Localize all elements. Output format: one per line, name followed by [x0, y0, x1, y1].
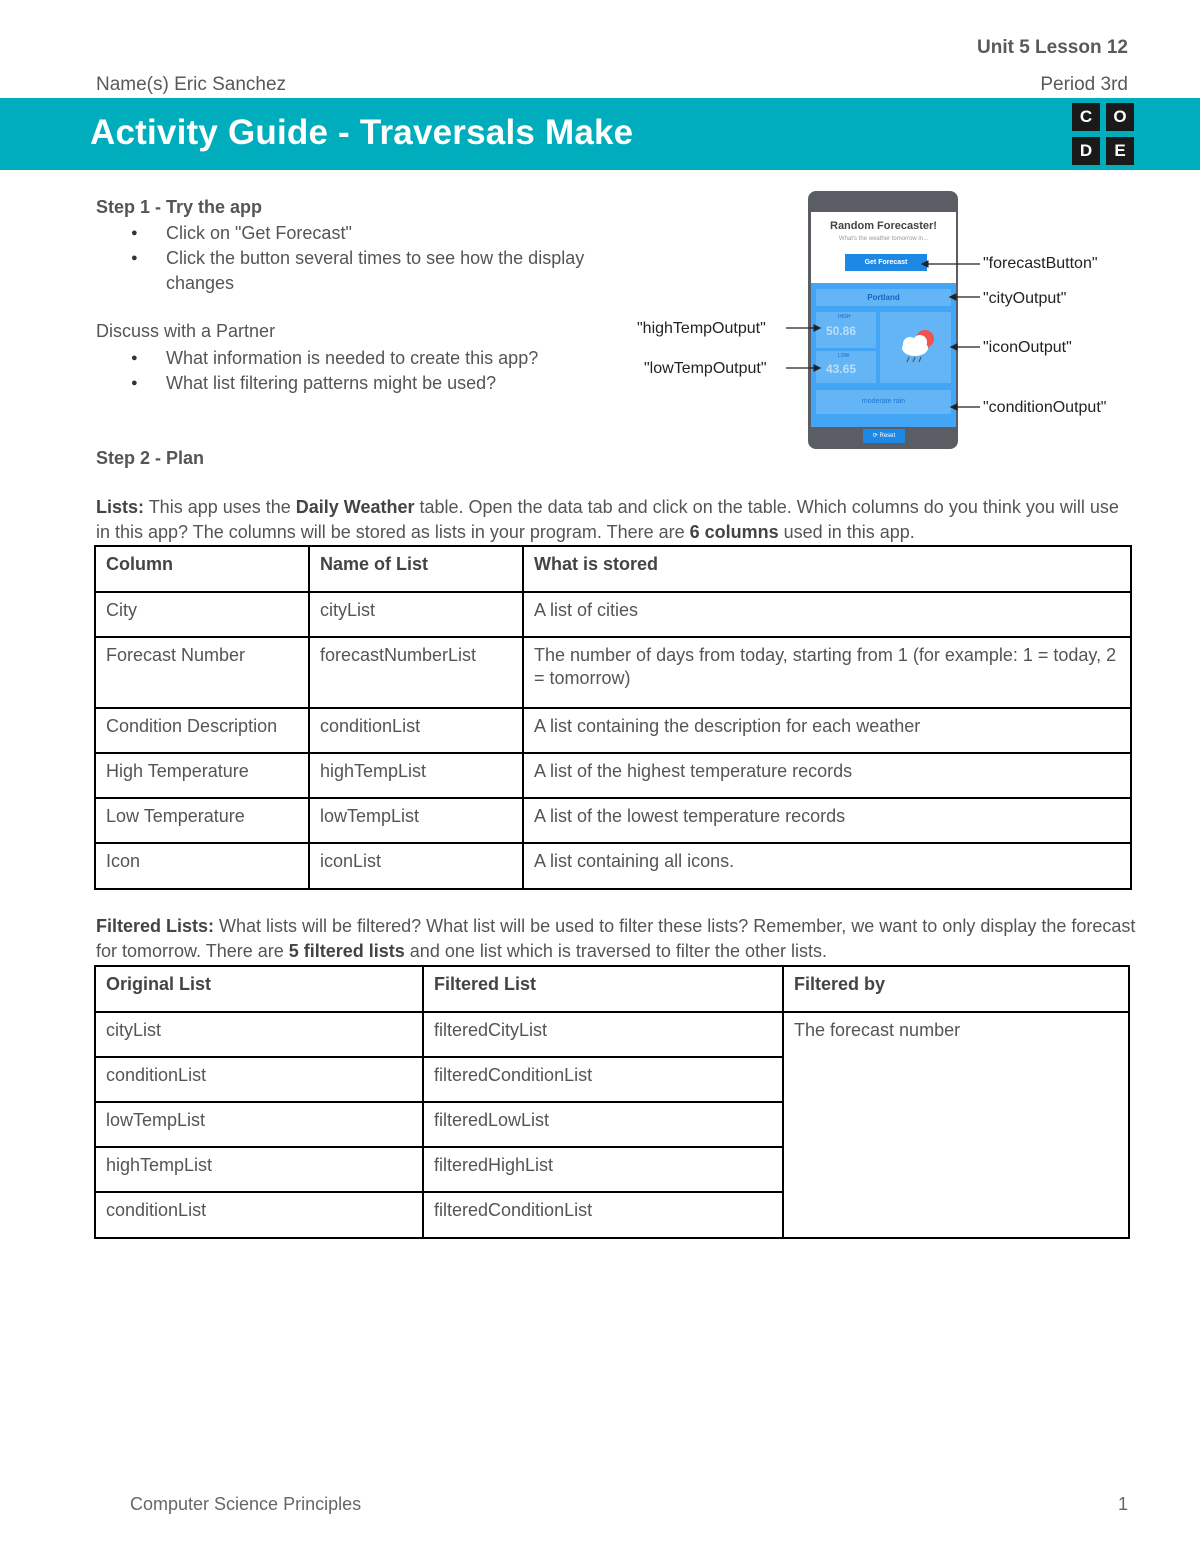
table-cell: forecastNumberList — [309, 637, 523, 708]
table-cell: Icon — [95, 843, 309, 889]
table-cell: filteredHighList — [423, 1147, 783, 1192]
callout-condition-output: "conditionOutput" — [983, 399, 1107, 416]
intro-bold: 6 columns — [689, 522, 779, 542]
step1-heading: Step 1 - Try the app — [96, 197, 263, 217]
list-item: ● Click the button several times to see how the display changes — [96, 246, 596, 296]
table-cell: conditionList — [309, 708, 523, 753]
table-cell: A list containing the description for each weather — [523, 708, 1131, 753]
filtered-table — [94, 965, 1130, 1239]
condition-output: moderate rain — [816, 390, 951, 414]
lists-label: Lists: — [96, 497, 145, 517]
table-row — [95, 1012, 1129, 1057]
table-cell: A list containing all icons. — [523, 843, 1131, 889]
table-cell: lowTempList — [309, 798, 523, 843]
low-label: LOW — [838, 353, 850, 359]
code-logo — [1072, 103, 1134, 165]
high-label: HIGH — [838, 314, 851, 320]
intro-text: What lists will be filtered? What list will be used to filter these lists? Remember, we want to only display the forecast for tomorrow. There are — [96, 916, 1136, 961]
callout-city-output: "cityOutput" — [983, 290, 1067, 307]
get-forecast-button[interactable]: Get Forecast — [845, 254, 927, 271]
table-cell: Forecast Number — [95, 637, 309, 708]
header-cell: What is stored — [523, 546, 1131, 592]
discuss-bullets — [96, 346, 616, 396]
table-header-row — [95, 966, 1129, 1012]
table-row — [95, 798, 1131, 843]
table-cell: highTempList — [309, 753, 523, 798]
table-row — [95, 843, 1131, 889]
discuss-heading: Discuss with a Partner — [96, 321, 276, 341]
table-cell: iconList — [309, 843, 523, 889]
page-title: Activity Guide - Traversals Make — [90, 113, 634, 152]
logo-letter: E — [1106, 137, 1134, 165]
table-cell: filteredConditionList — [423, 1192, 783, 1238]
logo-letter: O — [1106, 103, 1134, 131]
intro-bold: Daily Weather — [295, 497, 415, 517]
header-cell: Original List — [95, 966, 423, 1012]
step2-heading: Step 2 - Plan — [96, 448, 205, 468]
table-row — [95, 708, 1131, 753]
logo-letter: C — [1072, 103, 1100, 131]
table-row — [95, 592, 1131, 637]
table-cell: A list of the highest temperature records — [523, 753, 1131, 798]
table-cell: cityList — [309, 592, 523, 637]
table-header-row — [95, 546, 1131, 592]
high-temp-output: 50.86 — [826, 324, 857, 338]
table-cell: City — [95, 592, 309, 637]
low-temp-output: 43.65 — [826, 362, 857, 376]
page-number: 1 — [1117, 1494, 1128, 1514]
reset-button[interactable] — [863, 429, 905, 443]
step1-bullets — [96, 221, 596, 296]
header-cell: Name of List — [309, 546, 523, 592]
intro-text: used in this app. — [778, 522, 915, 542]
header-cell: Filtered by — [783, 966, 1129, 1012]
lists-table — [94, 545, 1132, 890]
filtered-label: Filtered Lists: — [96, 916, 215, 936]
callout-icon-output: "iconOutput" — [983, 339, 1072, 356]
table-cell: lowTempList — [95, 1102, 423, 1147]
intro-bold: 5 filtered lists — [288, 941, 405, 961]
table-cell: filteredConditionList — [423, 1057, 783, 1102]
app-subtitle: What's the weather tomorrow in... — [838, 236, 929, 242]
logo-letter: D — [1072, 137, 1100, 165]
reset-icon: ⟳ — [872, 433, 880, 439]
table-cell: conditionList — [95, 1192, 423, 1238]
list-item: ● What list filtering patterns might be used? — [96, 371, 616, 396]
table-cell: A list of cities — [523, 592, 1131, 637]
table-cell: conditionList — [95, 1057, 423, 1102]
list-item: ● What information is needed to create this app? — [96, 346, 616, 371]
list-item: ● Click on "Get Forecast" — [96, 221, 596, 246]
callout-low-temp-output: "lowTempOutput" — [644, 360, 767, 377]
city-output: Portland — [816, 289, 951, 306]
table-cell: Condition Description — [95, 708, 309, 753]
filtered-intro — [96, 914, 1136, 964]
callout-high-temp-output: "highTempOutput" — [637, 320, 766, 337]
intro-text: table. Open the data tab and click on the table. Which columns do you think you will use in this app? The columns will be stored as lists in your program. There are — [96, 497, 1119, 542]
table-cell: Low Temperature — [95, 798, 309, 843]
unit-lesson: Unit 5 Lesson 12 — [977, 37, 1128, 58]
table-row — [95, 753, 1131, 798]
period: Period 3rd — [1040, 74, 1128, 95]
table-cell: cityList — [95, 1012, 423, 1057]
table-row — [95, 637, 1131, 708]
table-cell: filteredLowList — [423, 1102, 783, 1147]
table-cell: A list of the lowest temperature records — [523, 798, 1131, 843]
lists-intro — [96, 495, 1136, 545]
callout-forecast-button: "forecastButton" — [983, 255, 1098, 272]
reset-label: Reset — [879, 433, 896, 439]
app-title: Random Forecaster! — [830, 220, 937, 232]
filtered-by-cell: The forecast number — [783, 1012, 1129, 1238]
table-cell: highTempList — [95, 1147, 423, 1192]
table-cell: High Temperature — [95, 753, 309, 798]
table-cell: The number of days from today, starting from 1 (for example: 1 = today, 2 = tomorrow) — [523, 637, 1131, 708]
header-cell: Column — [95, 546, 309, 592]
student-name: Name(s) Eric Sanchez — [96, 74, 287, 95]
table-cell: filteredCityList — [423, 1012, 783, 1057]
header-cell: Filtered List — [423, 966, 783, 1012]
intro-text: and one list which is traversed to filter the other lists. — [404, 941, 827, 961]
intro-text: This app uses the — [144, 497, 296, 517]
footer-course: Computer Science Principles — [130, 1494, 362, 1514]
callout-arrows — [780, 250, 990, 420]
